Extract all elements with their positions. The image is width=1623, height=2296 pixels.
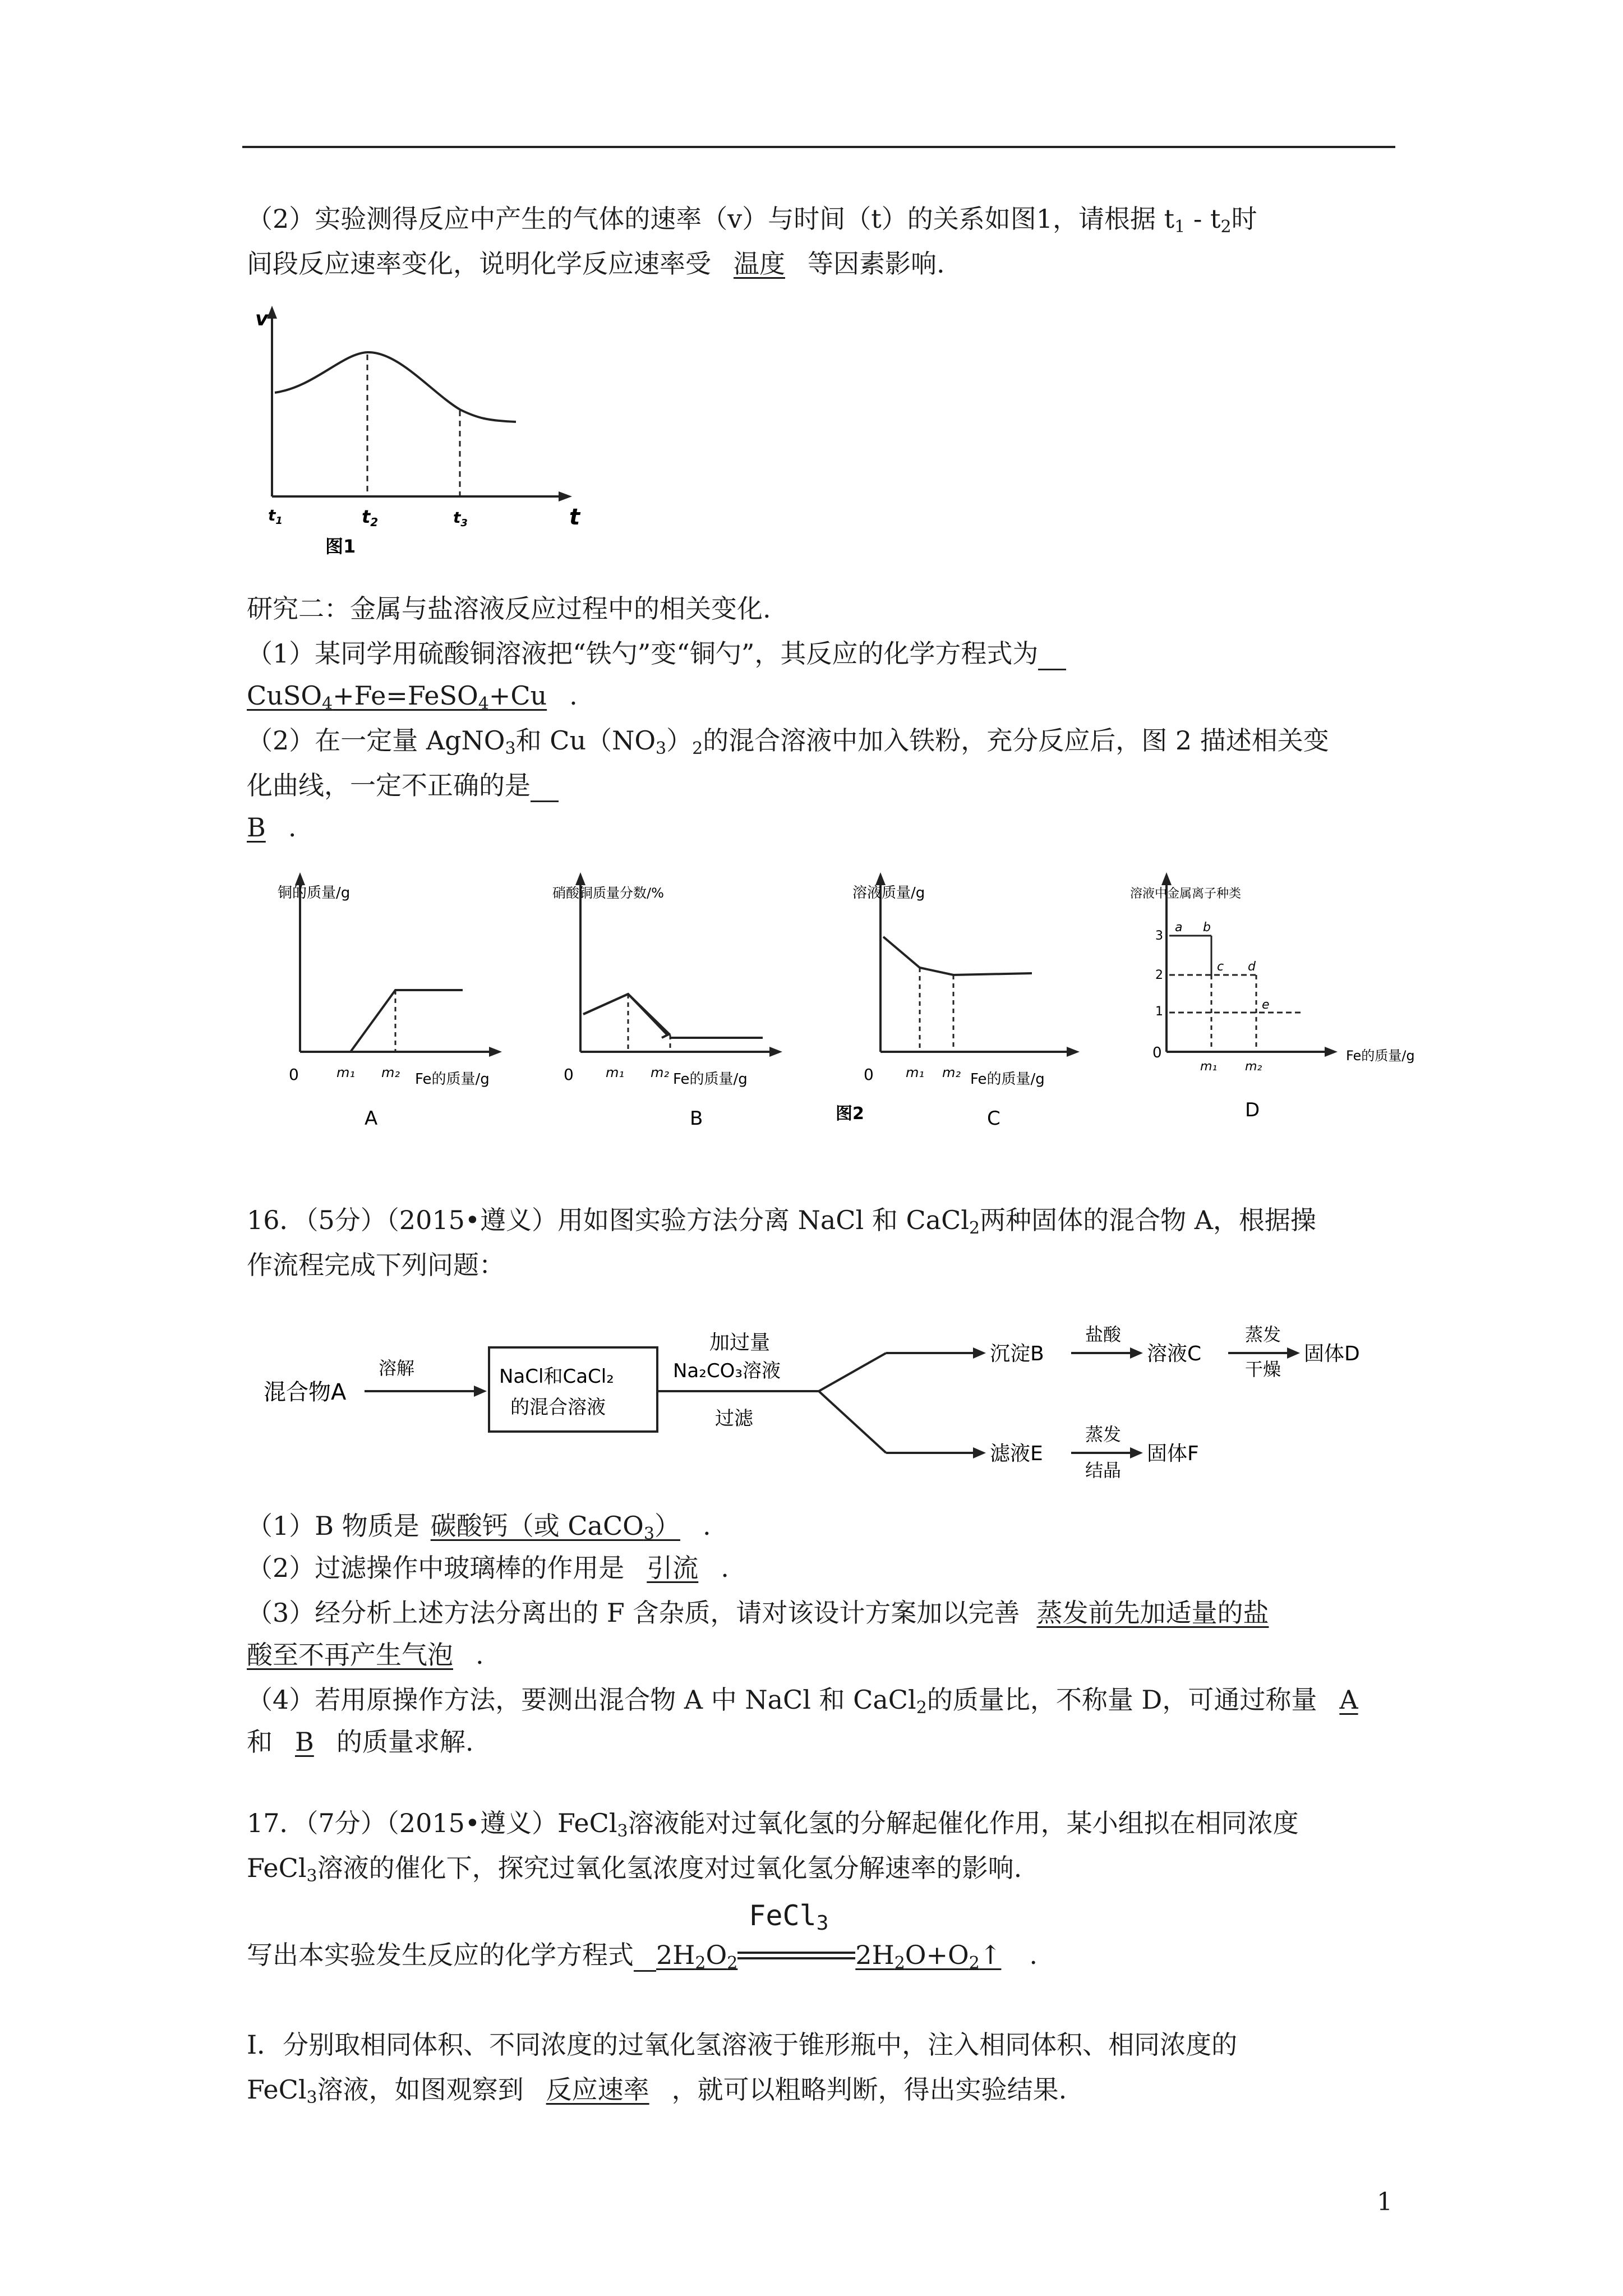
svg-text:m₁: m₁ <box>336 1065 355 1080</box>
q16-intro-line2: 作流程完成下列问题： <box>247 1250 505 1280</box>
fig2-label-C: C <box>987 1107 1000 1130</box>
svg-text:Fe的质量/g: Fe的质量/g <box>970 1071 1045 1088</box>
svg-text:3: 3 <box>1155 929 1163 943</box>
answer-improvement-2: 酸至不再产生气泡 <box>247 1640 453 1670</box>
svg-text:0: 0 <box>1152 1045 1162 1061</box>
svg-text:0: 0 <box>289 1065 299 1084</box>
svg-text:的混合溶液: 的混合溶液 <box>510 1396 606 1419</box>
svg-text:溶液质量/g: 溶液质量/g <box>852 885 925 901</box>
fig1-curve <box>275 352 516 422</box>
svg-text:NaCl和CaCl₂: NaCl和CaCl₂ <box>499 1365 614 1388</box>
fig2-graph-C <box>836 872 1080 1130</box>
q17-intro-line2: FeCl$_3$溶液的催化下，探究过氧化氢浓度对过氧化氢分解速率的影响. <box>247 1853 1022 1886</box>
fig2-graph-A <box>278 872 502 1130</box>
svg-text:Na₂CO₃溶液: Na₂CO₃溶液 <box>673 1360 781 1382</box>
q15-part2-line2: 间段反应速率变化，说明化学反应速率受 温度 等因素影响. <box>247 249 945 279</box>
answer-reaction-rate: 反应速率 <box>546 2074 649 2105</box>
svg-text:0: 0 <box>864 1065 874 1084</box>
figure-2 <box>247 864 1447 1144</box>
flow-box <box>489 1347 657 1432</box>
svg-text:蒸发: 蒸发 <box>1245 1324 1281 1345</box>
q16-part3-line1: （3）经分析上述方法分离出的 F 含杂质，请对该设计方案加以完善 蒸发前先加适量的盐 <box>247 1598 1269 1628</box>
q17-part1-line1: Ⅰ．分别取相同体积、不同浓度的过氧化氢溶液于锥形瓶中，注入相同体积、相同浓度的 <box>247 2030 1238 2060</box>
q16-part3-line2: 酸至不再产生气泡 . <box>247 1640 484 1670</box>
svg-text:0: 0 <box>564 1065 574 1084</box>
q16-intro-line1: 16．（5分）（2015•遵义）用如图实验方法分离 NaCl 和 CaCl$_2$两种固体的混合物 A，根据操 <box>247 1205 1316 1238</box>
q16-part1: （1）B 物质是 碳酸钙（或 CaCO$_3$） . <box>247 1511 711 1544</box>
fig2-caption: 图2 <box>836 1104 864 1124</box>
svg-text:m₁: m₁ <box>906 1065 924 1080</box>
svg-text:t3: $t_3$ <box>453 508 468 529</box>
page-number: 1 <box>1377 2188 1393 2216</box>
svg-text:过滤: 过滤 <box>715 1407 753 1430</box>
answer-drainage: 引流 <box>647 1553 699 1583</box>
flow-mixture-A: 混合物A <box>264 1379 347 1405</box>
answer-calcium-carbonate: 碳酸钙（或 CaCO$_3$） <box>430 1511 680 1544</box>
svg-text:干燥: 干燥 <box>1245 1359 1281 1380</box>
fig1-xlabel: t <box>569 504 580 530</box>
header-rule <box>242 146 1395 148</box>
svg-text:m₂: m₂ <box>942 1065 961 1080</box>
answer-weigh-B: B <box>295 1727 314 1757</box>
fig2-graph-D <box>1130 872 1415 1121</box>
fig2-graph-B <box>552 872 782 1130</box>
answer-equation-cuso4: CuSO$_4$+Fe=FeSO$_4$+Cu <box>247 680 547 714</box>
flow-precipitate-B: 沉淀B <box>990 1342 1044 1365</box>
fig2-label-B: B <box>690 1107 703 1130</box>
svg-text:d: d <box>1248 960 1256 974</box>
svg-text:Fe的质量/g: Fe的质量/g <box>1346 1048 1415 1064</box>
svg-text:a: a <box>1175 921 1183 935</box>
svg-text:1: 1 <box>1155 1005 1163 1019</box>
svg-text:盐酸: 盐酸 <box>1085 1324 1122 1345</box>
answer-weigh-A: A <box>1339 1685 1358 1715</box>
q17-equation-line: 写出本实验发生反应的化学方程式 $2H_2O_2$ FeCl$_3$ $2H_2O+O_2↑$ . <box>247 1899 1038 1973</box>
svg-text:溶液中金属离子种类: 溶液中金属离子种类 <box>1130 887 1242 901</box>
q17-intro-line1: 17．（7分）（2015•遵义）FeCl$_3$溶液能对过氧化氢的分解起催化作用，某小组拟在相同浓度 <box>247 1808 1299 1841</box>
svg-text:m₁: m₁ <box>606 1065 624 1080</box>
svg-text:铜的质量/g: 铜的质量/g <box>278 885 351 901</box>
svg-text:t1: $t_1$ <box>268 506 283 527</box>
study2-part2-line3: B . <box>247 812 297 843</box>
fig2-label-D: D <box>1245 1099 1260 1121</box>
q16-flowchart <box>258 1313 1424 1526</box>
answer-B: B <box>247 812 266 843</box>
q17-part1-line2: FeCl$_3$溶液，如图观察到 反应速率 ，就可以粗略判断，得出实验结果. <box>247 2074 1067 2108</box>
svg-text:Fe的质量/g: Fe的质量/g <box>673 1071 748 1088</box>
svg-text:加过量: 加过量 <box>709 1331 771 1354</box>
svg-text:蒸发: 蒸发 <box>1085 1424 1122 1445</box>
fig1-ylabel: v <box>255 307 269 330</box>
flow-filtrate-E: 滤液E <box>990 1442 1043 1465</box>
svg-text:溶解: 溶解 <box>379 1358 415 1379</box>
study2-part2-line2: 化曲线，一定不正确的是 <box>247 769 559 802</box>
svg-text:Fe的质量/g: Fe的质量/g <box>415 1071 490 1088</box>
q16-part4-line1: （4）若用原操作方法，要测出混合物 A 中 NaCl 和 CaCl$_2$的质量比，不称量 D，可通过称量 A <box>247 1685 1358 1718</box>
svg-text:结晶: 结晶 <box>1085 1460 1122 1481</box>
flow-solution-C: 溶液C <box>1147 1342 1202 1365</box>
svg-text:m₁: m₁ <box>1200 1060 1218 1074</box>
study2-part2-line1: （2）在一定量 AgNO$_3$和 $Cu(NO_3)_2$的混合溶液中加入铁粉，充分反应后，图 2 描述相关变 <box>247 725 1329 758</box>
q16-part4-line2: 和 B 的质量求解. <box>247 1727 474 1757</box>
q15-part2-line1: （2）实验测得反应中产生的气体的速率（v）与时间（t）的关系如图1，请根据 $t_1 - t_2$时 <box>247 204 1257 237</box>
study2-title: 研究二：金属与盐溶液反应过程中的相关变化. <box>247 593 771 624</box>
svg-text:m₂: m₂ <box>651 1065 669 1080</box>
svg-text:c: c <box>1217 960 1224 974</box>
answer-equation-h2o2: $2H_2O_2$ <box>656 1940 738 1973</box>
svg-text:e: e <box>1262 998 1270 1012</box>
answer-temperature: 温度 <box>734 249 785 279</box>
flow-solid-D: 固体D <box>1304 1342 1360 1365</box>
svg-text:m₂: m₂ <box>1245 1060 1262 1074</box>
svg-text:m₂: m₂ <box>381 1065 400 1080</box>
figure-1 <box>247 303 583 561</box>
study2-part1-line2: CuSO$_4$+Fe=FeSO$_4$+Cu . <box>247 680 578 714</box>
answer-equation-products: $2H_2O+O_2↑$ <box>855 1940 1002 1973</box>
svg-text:硝酸铜质量分数/%: 硝酸铜质量分数/% <box>552 885 664 901</box>
svg-text:b: b <box>1203 921 1211 935</box>
fig1-caption: 图1 <box>325 536 356 557</box>
fig2-label-A: A <box>365 1107 378 1130</box>
catalyst-equals: FeCl$_3$ <box>737 1938 855 1972</box>
flow-solid-F: 固体F <box>1147 1442 1199 1465</box>
svg-text:t2: t2 <box>362 506 379 529</box>
answer-improvement-1: 蒸发前先加适量的盐 <box>1036 1598 1269 1628</box>
svg-text:2: 2 <box>1155 968 1163 982</box>
study2-part1-line1: （1）某同学用硫酸铜溶液把“铁勺”变“铜勺”，其反应的化学方程式为 <box>247 637 1066 670</box>
q16-part2: （2）过滤操作中玻璃棒的作用是 引流 . <box>247 1553 729 1583</box>
